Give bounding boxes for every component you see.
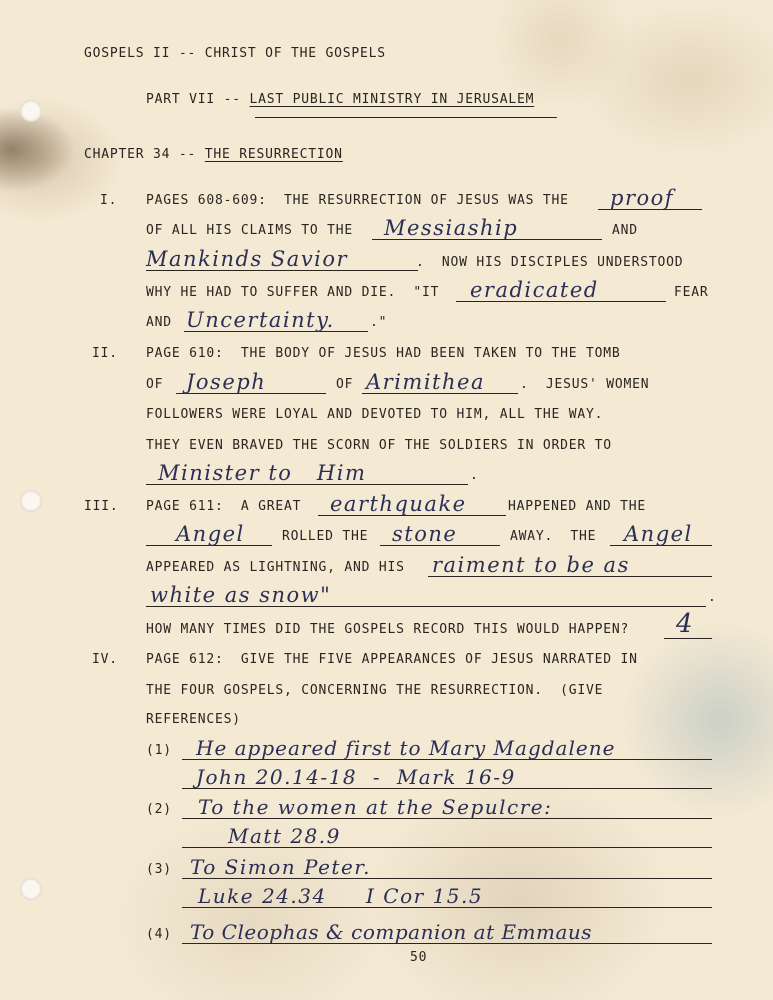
q4-item-1-label: (1) — [146, 743, 172, 758]
q4-item-1-answer-b: John 20.14-18 - Mark 16-9 — [196, 765, 516, 789]
q1-line-4b: FEAR — [674, 285, 709, 300]
q4-item-2-label: (2) — [146, 802, 172, 817]
q1-answer-3: Mankinds Savior — [146, 247, 349, 271]
q3-answer-7: 4 — [676, 609, 695, 639]
q3-line-1a: PAGE 611: A GREAT — [146, 499, 302, 514]
q4-line-3: REFERENCES) — [146, 712, 241, 727]
q4-item-3-label: (3) — [146, 862, 172, 877]
q1-line-2a: OF ALL HIS CLAIMS TO THE — [146, 223, 354, 238]
q1-answer-2: Messiaship — [384, 216, 519, 240]
q3-answer-6: white as snow" — [150, 583, 332, 607]
q1-answer-1: proof — [610, 186, 675, 210]
q4-number: IV. — [92, 652, 118, 667]
q3-line-4b: . — [708, 590, 717, 605]
q2-line-4: THEY EVEN BRAVED THE SCORN OF THE SOLDIERS IN ORDER TO — [146, 438, 612, 453]
q1-line-5a: AND — [146, 315, 172, 330]
part-title: LAST PUBLIC MINISTRY IN JERUSALEM — [249, 92, 535, 107]
q1-number: I. — [100, 193, 118, 208]
binder-hole-top — [20, 100, 42, 122]
chapter-heading: CHAPTER 34 -- THE RESURRECTION — [84, 147, 343, 162]
q1-answer-4: eradicated — [470, 278, 599, 302]
q1-line-2b: AND — [612, 223, 638, 238]
q3-number: III. — [84, 499, 119, 514]
part-heading: PART VII -- LAST PUBLIC MINISTRY IN JERUSALEM — [146, 92, 535, 107]
q4-line-1: PAGE 612: GIVE THE FIVE APPEARANCES OF JESUS NARRATED IN — [146, 652, 638, 667]
q4-line-2: THE FOUR GOSPELS, CONCERNING THE RESURRECTION. (GIVE — [146, 683, 604, 698]
q4-item-2-answer-a: To the women at the Sepulcre: — [198, 795, 553, 819]
q4-item-2-answer-b: Matt 28.9 — [228, 824, 341, 848]
q1-line-1: PAGES 608-609: THE RESURRECTION OF JESUS WAS THE — [146, 193, 569, 208]
q1-line-3b: . NOW HIS DISCIPLES UNDERSTOOD — [416, 255, 684, 270]
q3-answer-3: stone — [392, 522, 458, 546]
q3-answer-4: Angel — [624, 522, 693, 546]
q2-answer-3: Minister to Him — [158, 461, 367, 485]
q2-line-2b: OF — [336, 377, 354, 392]
q2-line-2c: . JESUS' WOMEN — [520, 377, 650, 392]
q2-line-3: FOLLOWERS WERE LOYAL AND DEVOTED TO HIM, ALL THE WAY. — [146, 407, 604, 422]
q4-item-4-label: (4) — [146, 927, 172, 942]
part-title-rule — [255, 117, 557, 118]
q3-line-3a: APPEARED AS LIGHTNING, AND HIS — [146, 560, 405, 575]
q2-line-1: PAGE 610: THE BODY OF JESUS HAD BEEN TAKEN TO THE TOMB — [146, 346, 621, 361]
course-title: GOSPELS II -- CHRIST OF THE GOSPELS — [84, 46, 386, 61]
q2-number: II. — [92, 346, 118, 361]
q3-line-1b: HAPPENED AND THE — [508, 499, 647, 514]
binder-hole-middle — [20, 490, 42, 512]
page-number: 50 — [410, 950, 428, 965]
q2-answer-2: Arimithea — [366, 370, 485, 394]
q4-item-4-answer-a: To Cleophas & companion at Emmaus — [190, 920, 593, 944]
binder-hole-bottom — [20, 878, 42, 900]
q3-answer-5: raiment to be as — [432, 553, 630, 577]
q3-line-2b: AWAY. THE — [510, 529, 597, 544]
q4-item-3-answer-b: Luke 24.34 I Cor 15.5 — [198, 884, 484, 908]
q3-line-2a: ROLLED THE — [282, 529, 369, 544]
q2-line-2a: OF — [146, 377, 164, 392]
q4-item-1-answer-a: He appeared first to Mary Magdalene — [196, 736, 616, 760]
q4-item-3-answer-a: To Simon Peter. — [190, 855, 372, 879]
q3-question: HOW MANY TIMES DID THE GOSPELS RECORD THIS WOULD HAPPEN? — [146, 622, 630, 637]
q1-line-5b: ." — [370, 315, 388, 330]
q2-answer-1: Joseph — [186, 370, 267, 394]
q3-answer-1: earthquake — [330, 492, 467, 516]
chapter-title: THE RESURRECTION — [204, 147, 343, 162]
q1-answer-5: Uncertainty. — [186, 308, 335, 332]
q3-answer-2: Angel — [176, 522, 245, 546]
q2-line-5b: . — [470, 468, 479, 483]
q1-line-4a: WHY HE HAD TO SUFFER AND DIE. "IT — [146, 285, 440, 300]
